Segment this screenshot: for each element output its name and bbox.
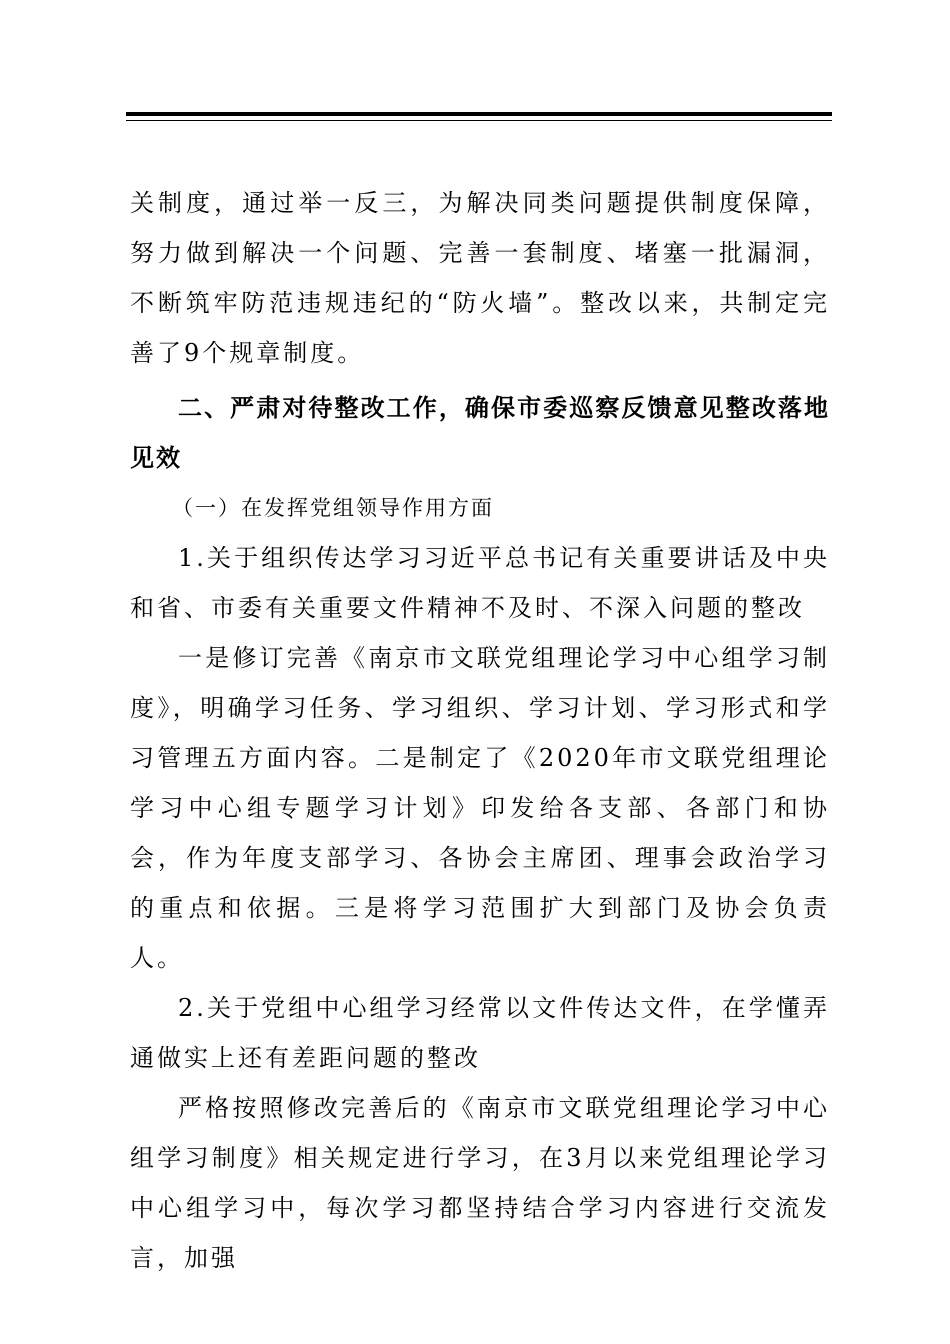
- item-heading: 2.关于党组中心组学习经常以文件传达文件，在学懂弄通做实上还有差距问题的整改: [130, 994, 830, 1072]
- header-rule-thick: [126, 112, 832, 116]
- body-paragraph: 严格按照修改完善后的《南京市文联党组理论学习中心组学习制度》相关规定进行学习，在3月以来党组理论学习中心组学习中，每次学习都坚持结合学习内容进行交流发言，加强: [130, 1094, 830, 1272]
- document-body: [130, 178, 830, 1283]
- section-heading: 二、严肃对待整改工作，确保市委巡察反馈意见整改落地见效: [130, 394, 830, 472]
- item-heading: 1.关于组织传达学习习近平总书记有关重要讲话及中央和省、市委有关重要文件精神不及时、不深入问题的整改: [130, 544, 830, 622]
- body-paragraph: 关制度，通过举一反三，为解决同类问题提供制度保障，努力做到解决一个问题、完善一套制度、堵塞一批漏洞，不断筑牢防范违规违纪的“防火墙”。整改以来，共制定完善了9个规章制度。: [130, 189, 830, 367]
- header-rule-thin: [126, 120, 832, 121]
- body-paragraph: 一是修订完善《南京市文联党组理论学习中心组学习制度》，明确学习任务、学习组织、学习计划、学习形式和学习管理五方面内容。二是制定了《2020年市文联党组理论学习中心组专题学习计划》印发给各支部、各部门和协会，作为年度支部学习、各协会主席团、理事会政治学习的重点和依据。三是将学习范围扩大到部门及协会负责人。: [130, 644, 830, 972]
- subsection-heading: （一）在发挥党组领导作用方面: [172, 496, 494, 520]
